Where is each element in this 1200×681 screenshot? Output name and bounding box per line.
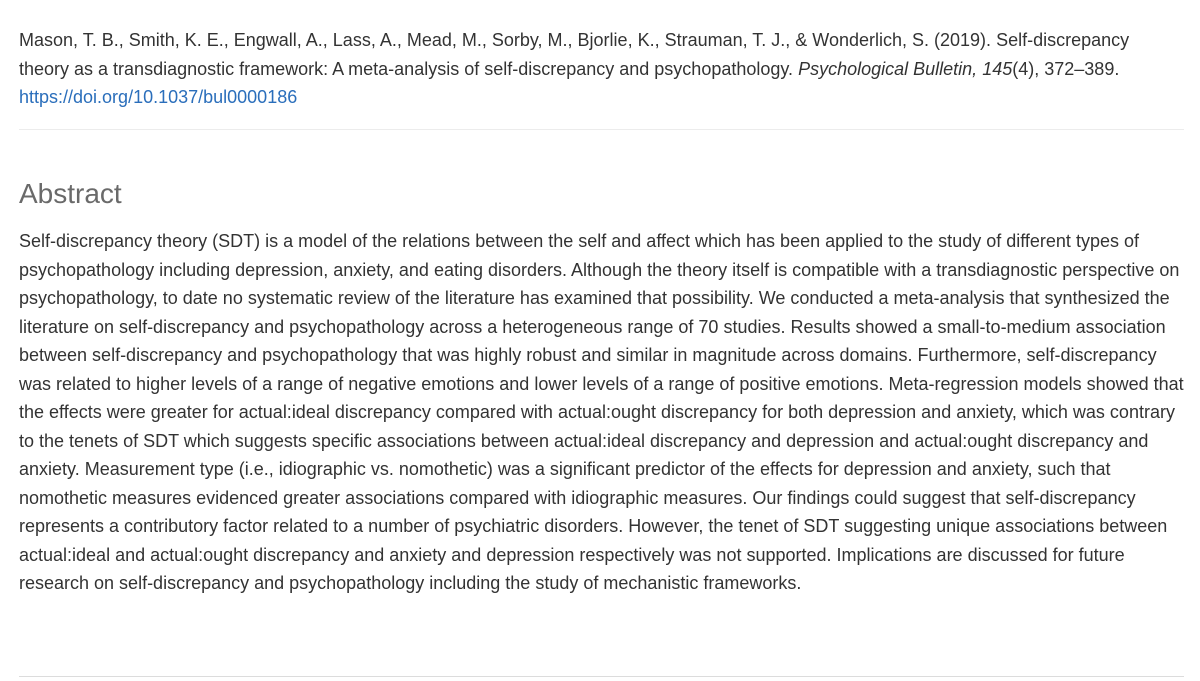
citation-volume: 145 — [982, 58, 1013, 79]
citation-journal-name: Psychological Bulletin, — [798, 58, 978, 79]
citation-title: Self-discrepancy theory as a transdiagnostic framework: A meta-analysis of self-discrepancy and psychopathology. — [19, 30, 1130, 79]
abstract-heading: Abstract — [19, 178, 122, 209]
citation-journal — [798, 59, 1012, 79]
article-record — [19, 0, 1184, 593]
doi-link[interactable]: https://doi.org/10.1037/bul0000186 — [19, 87, 298, 107]
abstract-text: Self-discrepancy theory (SDT) is a model of the relations between the self and affect which has been applied to the study of different types of psychopathology including depression, anxiety, and eating disorders. Although the theory itself is compatible with a transdiagnostic perspective on psychopathology, to date no systematic review of the literature has examined that possibility. We conducted a meta-analysis that synthesized the literature on self-discrepancy and psychopathology across a heterogeneous range of 70 studies. Results showed a small-to-medium association between self-discrepancy and psychopathology that was highly robust and similar in magnitude across domains. Furthermore, self-discrepancy was related to higher levels of a range of negative emotions and lower levels of a range of positive emotions. Meta-regression models showed that the effects were greater for actual:ideal discrepancy compared with actual:ought discrepancy for both depression and anxiety, which was contrary to the tenets of SDT which suggests specific associations between actual:ideal discrepancy and depression and actual:ought discrepancy and anxiety. Measurement type (i.e., idiographic vs. nomothetic) was a significant predictor of the effects for depression and anxiety, such that nomothetic measures evidenced greater associations compared with idiographic measures. Our findings could suggest that self-discrepancy represents a contributory factor related to a number of psychiatric disorders. However, the tenet of SDT suggesting unique associations between actual:ideal and actual:ought discrepancy and anxiety and depression respectively was not supported. Implications are discussed for future research on self-discrepancy and psychopathology including the study of mechanistic frameworks. — [19, 231, 1184, 593]
citation-issue-pages: (4), 372–389. — [1012, 58, 1120, 79]
bottom-divider — [19, 676, 1184, 677]
section-divider — [19, 129, 1184, 130]
citation — [19, 0, 1184, 112]
citation-authors-year: Mason, T. B., Smith, K. E., Engwall, A., Lass, A., Mead, M., Sorby, M., Bjorlie, K., Strauman, T. J., & Wonderlich, S. (2019). — [19, 30, 992, 50]
